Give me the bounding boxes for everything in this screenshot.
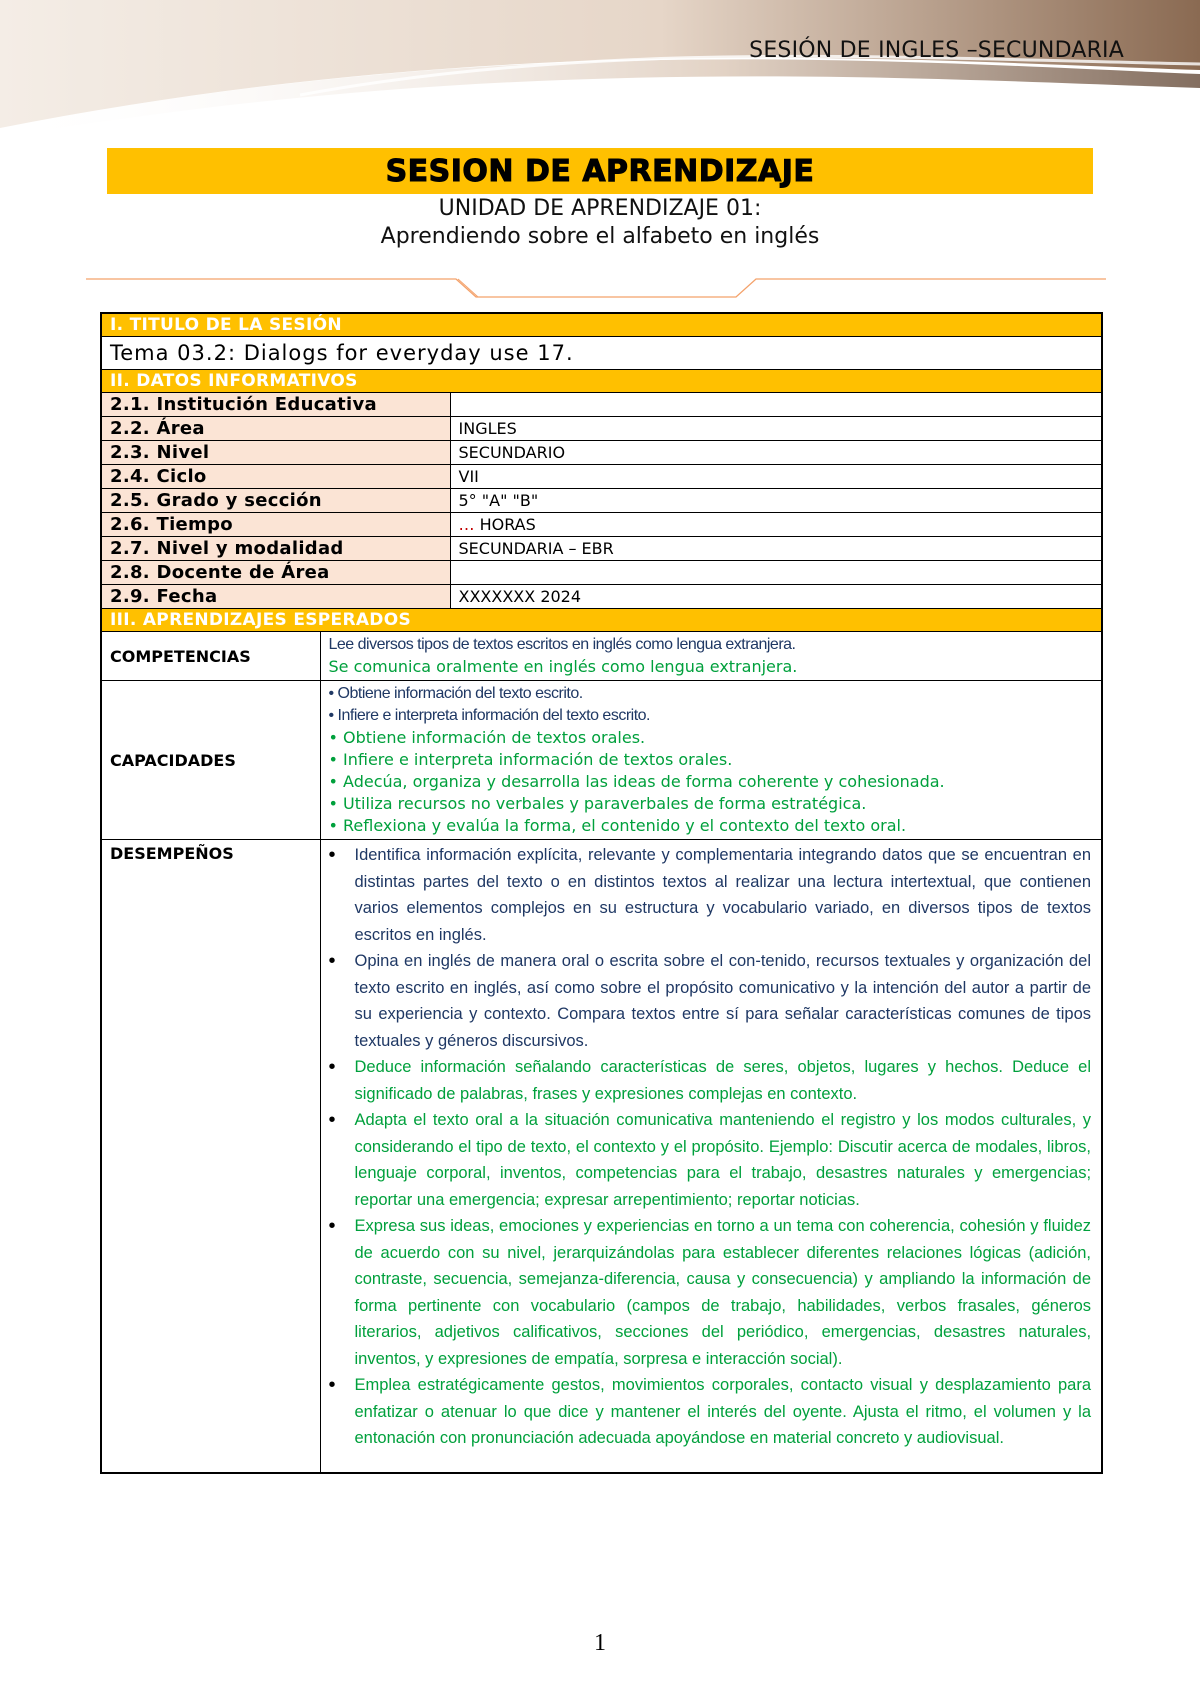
- info-row: [101, 441, 1102, 465]
- capacidad-item: • Infiere e interpreta información del texto escrito.: [328, 707, 650, 724]
- capacidad-item: • Utiliza recursos no verbales y paraverbales de forma estratégica.: [328, 794, 867, 813]
- competencias-list: [320, 632, 1102, 681]
- info-value: [450, 393, 1102, 417]
- info-label: 2.3. Nivel: [101, 441, 450, 465]
- desempenos-bullets: [321, 842, 1092, 1452]
- unit-number: UNIDAD DE APRENDIZAJE 01:: [438, 196, 762, 221]
- competencias-row: [101, 632, 1102, 681]
- section-heading-aprendizajes: III. APRENDIZAJES ESPERADOS: [101, 609, 1102, 632]
- desempenos-label: DESEMPEÑOS: [101, 840, 320, 1473]
- desempenos-row: [101, 840, 1102, 1473]
- info-value: [450, 513, 1102, 537]
- info-row: [101, 465, 1102, 489]
- page-title: SESION DE APRENDIZAJE: [385, 154, 815, 189]
- session-topic: Tema 03.2: Dialogs for everyday use 17.: [101, 337, 1102, 370]
- info-value: 5° "A" "B": [450, 489, 1102, 513]
- time-unit: HORAS: [474, 515, 536, 534]
- info-label: 2.4. Ciclo: [101, 465, 450, 489]
- info-row: [101, 489, 1102, 513]
- section-heading-datos: II. DATOS INFORMATIVOS: [101, 370, 1102, 393]
- capacidades-list: [320, 681, 1102, 840]
- header-decoration: [0, 0, 1200, 140]
- info-label: 2.8. Docente de Área: [101, 561, 450, 585]
- info-value: INGLES: [450, 417, 1102, 441]
- desempeno-item: • Expresa sus ideas, emociones y experiencias en torno a un tema con coherencia, cohesión y fluidez de acuerdo con su nivel, jerarquizándolas para establecer diferentes relaciones lógicas (adición, contraste, secuencia, semejanza-diferencia, causa y consecuencia) y ampliando la información de forma pertinente con vocabulario (campos de trabajo, habilidades, verbos frasales, géneros literarios, adjetivos calificativos, secciones del periódico, emergencias, desastres naturales, inventos, y expresiones de empatía, sorpresa e interacción social).: [321, 1213, 1092, 1372]
- time-placeholder: …: [458, 515, 475, 534]
- page-number: 1: [594, 1630, 606, 1656]
- info-row: [101, 417, 1102, 441]
- desempeno-item: • Emplea estratégicamente gestos, movimientos corporales, contacto visual y desplazamiento para enfatizar o atenuar lo que dice y mantener el interés del oyente. Ajusta el ritmo, el volumen y la entonación con pronunciación adecuada apoyándose en material concreto y audiovisual.: [321, 1372, 1092, 1452]
- info-label: 2.9. Fecha: [101, 585, 450, 609]
- info-label: 2.1. Institución Educativa: [101, 393, 450, 417]
- section-heading-title: I. TITULO DE LA SESIÓN: [101, 313, 1102, 337]
- session-table: [100, 312, 1103, 1474]
- competencia-item: Lee diversos tipos de textos escritos en inglés como lengua extranjera.: [328, 636, 796, 653]
- info-label: 2.6. Tiempo: [101, 513, 450, 537]
- info-row: [101, 513, 1102, 537]
- info-value: VII: [450, 465, 1102, 489]
- info-label: 2.5. Grado y sección: [101, 489, 450, 513]
- capacidad-item: • Obtiene información del texto escrito.: [328, 685, 583, 702]
- info-value: [450, 561, 1102, 585]
- info-label: 2.2. Área: [101, 417, 450, 441]
- title-divider: [86, 272, 1106, 302]
- info-value: SECUNDARIA – EBR: [450, 537, 1102, 561]
- info-value: XXXXXXX 2024: [450, 585, 1102, 609]
- info-row: [101, 393, 1102, 417]
- desempeno-item: • Identifica información explícita, relevante y complementaria integrando datos que se encuentran en distintas partes del texto o en distintos textos al realizar una lectura intertextual, que contienen varios elementos complejos en su estructura y vocabulario variado, en diversos tipos de textos escritos en inglés.: [321, 842, 1092, 948]
- capacidad-item: • Adecúa, organiza y desarrolla las ideas de forma coherente y cohesionada.: [328, 772, 945, 791]
- info-row: [101, 585, 1102, 609]
- desempeno-item: • Deduce información señalando características de seres, objetos, lugares y hechos. Deduce el significado de palabras, frases y expresiones complejas en contexto.: [321, 1054, 1092, 1107]
- info-row: [101, 561, 1102, 585]
- capacidad-item: • Reflexiona y evalúa la forma, el contenido y el contexto del texto oral.: [328, 816, 907, 835]
- unit-name: Aprendiendo sobre el alfabeto en inglés: [380, 224, 820, 249]
- capacidad-item: • Infiere e interpreta información de textos orales.: [328, 750, 733, 769]
- running-header: SESIÓN DE INGLES –SECUNDARIA: [749, 38, 1124, 63]
- desempenos-list: [320, 840, 1102, 1473]
- capacidad-item: • Obtiene información de textos orales.: [328, 728, 646, 747]
- desempeno-item: • Adapta el texto oral a la situación comunicativa manteniendo el registro y los modos culturales, y considerando el tipo de texto, el contexto y el propósito. Ejemplo: Discutir acerca de modales, libros, lenguaje corporal, inventos, competencias para el trabajo, desastres naturales y emergencias; reportar una emergencia; expresar arrepentimiento; reportar noticias.: [321, 1107, 1092, 1213]
- competencias-label: COMPETENCIAS: [101, 632, 320, 681]
- info-row: [101, 537, 1102, 561]
- info-label: 2.7. Nivel y modalidad: [101, 537, 450, 561]
- capacidades-label: CAPACIDADES: [101, 681, 320, 840]
- desempeno-item: • Opina en inglés de manera oral o escrita sobre el con-tenido, recursos textuales y organización del texto escrito en inglés, así como sobre el propósito comunicativo y la intención del autor a partir de su experiencia y contexto. Compara textos entre sí para señalar características comunes de tipos textuales y géneros discursivos.: [321, 948, 1092, 1054]
- competencia-item: Se comunica oralmente en inglés como lengua extranjera.: [328, 657, 798, 676]
- capacidades-row: [101, 681, 1102, 840]
- info-value: SECUNDARIO: [450, 441, 1102, 465]
- title-bar: [107, 148, 1093, 194]
